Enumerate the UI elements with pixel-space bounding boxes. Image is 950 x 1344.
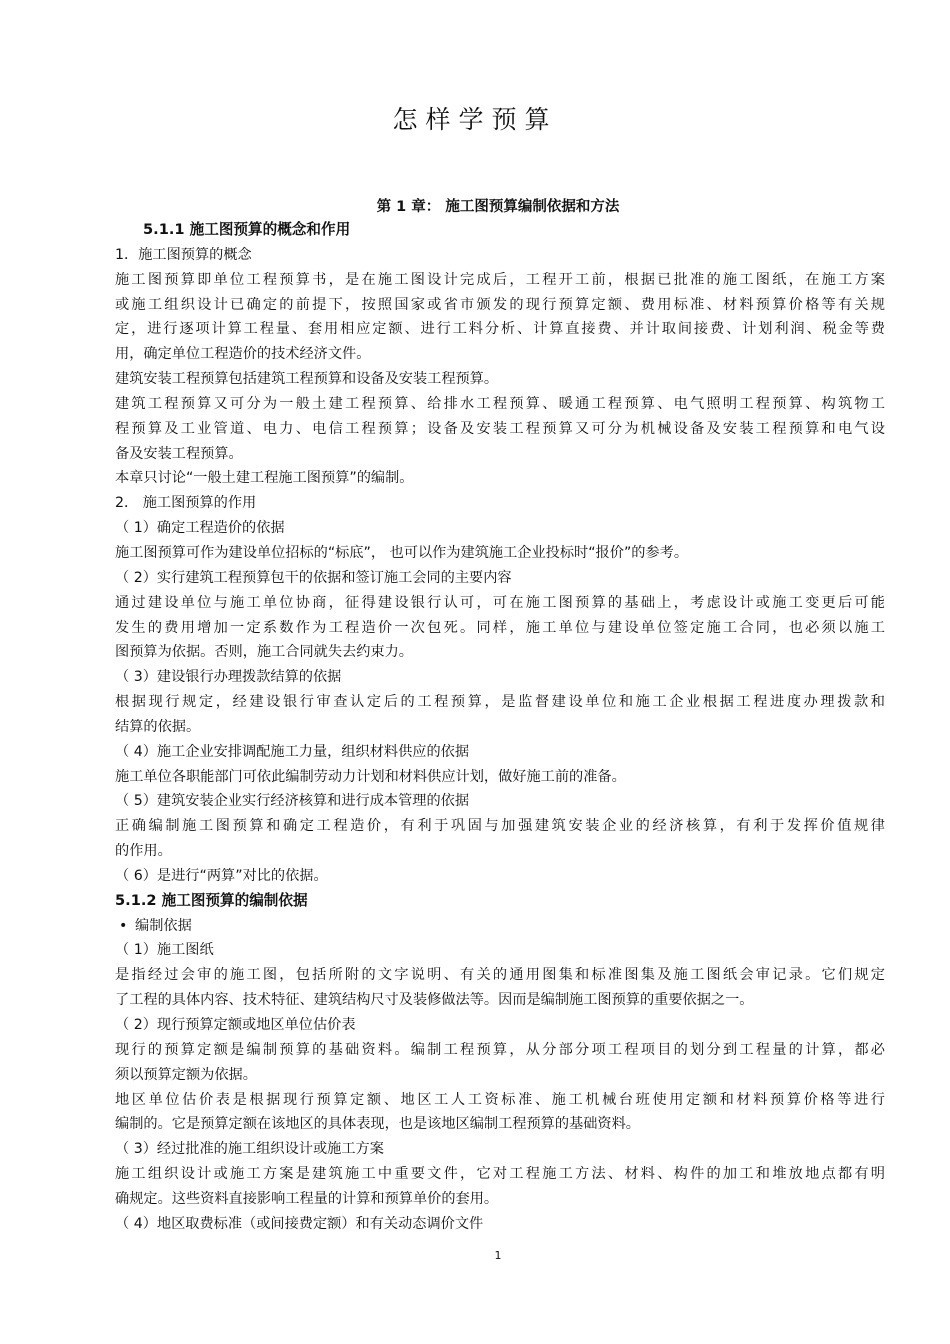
bullet-icon: •: [119, 917, 128, 934]
text-line: 备及安装工程预算。: [115, 445, 243, 462]
text-line: （ 2）现行预算定额或地区单位估价表: [115, 1017, 356, 1033]
text-line: 施工图预算即单位工程预算书，是在施工图设计完成后，工程开工前，根据已批准的施工图纸，在施工方案: [115, 271, 885, 288]
text-line: （ 1）确定工程造价的依据: [115, 520, 285, 537]
document-title: 怎样学预算: [392, 105, 558, 134]
text-line: 2． 施工图预算的作用: [115, 495, 257, 512]
text-line: （ 6）是进行“两算”对比的依据。: [115, 867, 328, 884]
text-line: 正确编制施工图预算和确定工程造价，有利于巩固与加强建筑安装企业的经济核算，有利于发挥价值规律: [115, 818, 885, 835]
text-line: 确规定。这些资料直接影响工程量的计算和预算单价的套用。: [115, 1190, 499, 1207]
text-line: 发生的费用增加一定系数作为工程造价一次包死。同样，施工单位与建设单位签定施工合同，也必须以施工: [115, 619, 885, 636]
text-line: 根据现行规定，经建设银行审查认定后的工程预算，是监督建设单位和施工企业根据工程进度办理拨款和: [115, 694, 885, 711]
text-line: 地区单位估价表是根据现行预算定额、地区工人工资标准、施工机械台班使用定额和材料预算价格等进行: [115, 1091, 885, 1108]
text-line: （ 1）施工图纸: [115, 942, 214, 959]
text-line: 现行的预算定额是编制预算的基础资料。编制工程预算，从分部分项工程项目的划分到工程量的计算，都必: [115, 1041, 885, 1058]
text-line: 建筑工程预算又可分为一般土建工程预算、给排水工程预算、暖通工程预算、电气照明工程预算、构筑物工: [115, 395, 885, 412]
text-line: （ 3）经过批准的施工组织设计或施工方案: [115, 1141, 384, 1158]
text-line: 本章只讨论“一般土建工程施工图预算”的编制。: [115, 470, 414, 487]
text-line: 通过建设单位与施工单位协商，征得建设银行认可，可在施工图预算的基础上，考虑设计或施工变更后可能: [115, 594, 885, 611]
text-line: 或施工组织设计已确定的前提下，按照国家或省市颁发的现行预算定额、费用标准、材料预算价格等有关规: [115, 296, 885, 313]
text-line: 是指经过会审的施工图，包括所附的文字说明、有关的通用图集和标准图集及施工图纸会审记录。它们规定: [115, 967, 885, 984]
text-line: （ 3）建设银行办理拨款结算的依据: [115, 669, 342, 686]
text-line: 了工程的具体内容、技术特征、建筑结构尺寸及装修做法等。因而是编制施工图预算的重要依据之一。: [115, 992, 754, 1009]
document-body: [115, 218, 885, 1237]
section-heading: 5.1.1 施工图预算的概念和作用: [143, 221, 351, 238]
bullet-text: 编制依据: [135, 917, 192, 934]
text-line: 用，确定单位工程造价的技术经济文件。: [115, 346, 371, 363]
page-number: 1: [494, 1249, 502, 1262]
chapter-heading: 第 1 章： 施工图预算编制依据和方法: [376, 199, 620, 215]
text-line: 定，进行逐项计算工程量、套用相应定额、进行工料分析、计算直接费、并计取间接费、计划利润、税金等费: [115, 321, 885, 338]
text-line: 结算的依据。: [115, 718, 201, 735]
text-line: 图预算为依据。否则，施工合同就失去约束力。: [115, 644, 413, 661]
text-line: （ 4）地区取费标准（或间接费定额）和有关动态调价文件: [115, 1215, 484, 1232]
section-heading: 5.1.2 施工图预算的编制依据: [115, 891, 308, 909]
text-line: 程预算及工业管道、电力、电信工程预算；设备及安装工程预算又可分为机械设备及安装工程预算和电气设: [115, 420, 885, 437]
text-line: 的作用。: [115, 843, 172, 860]
text-line: （ 5）建筑安装企业实行经济核算和进行成本管理的依据: [115, 793, 470, 810]
text-line: 施工图预算可作为建设单位招标的“标底”， 也可以作为建筑施工企业投标时“报价”的参考。: [115, 544, 689, 561]
text-line: 1．施工图预算的概念: [115, 246, 252, 263]
text-line: 施工组织设计或施工方案是建筑施工中重要文件，它对工程施工方法、材料、构件的加工和堆放地点都有明: [115, 1166, 885, 1183]
text-line: 须以预算定额为依据。: [115, 1066, 257, 1083]
text-line: 建筑安装工程预算包括建筑工程预算和设备及安装工程预算。: [115, 371, 499, 388]
text-line: 编制的。它是预算定额在该地区的具体表现，也是该地区编制工程预算的基础资料。: [115, 1116, 640, 1133]
bullet-item: [115, 914, 885, 939]
text-line: 施工单位各职能部门可依此编制劳动力计划和材料供应计划，做好施工前的准备。: [115, 768, 626, 785]
text-line: （ 4）施工企业安排调配施工力量，组织材料供应的依据: [115, 743, 470, 760]
text-line: （ 2）实行建筑工程预算包干的依据和签订施工会同的主要内容: [115, 569, 512, 586]
